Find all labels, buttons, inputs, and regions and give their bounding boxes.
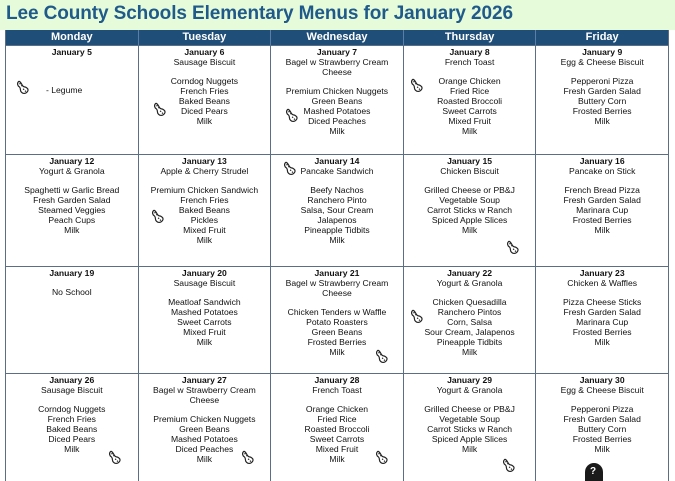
- menu-item: Spiced Apple Slices: [431, 215, 508, 225]
- spacer: [536, 395, 668, 404]
- menu-item: French Fries: [47, 414, 96, 424]
- menu-item: Orange Chicken: [438, 76, 501, 86]
- menu-item: Salsa, Sour Cream: [300, 205, 374, 215]
- day-date: January 21: [314, 268, 360, 278]
- menu-item: Milk: [329, 126, 345, 136]
- menu-item: Milk: [594, 116, 610, 126]
- menu-item: Fresh Garden Salad: [33, 195, 111, 205]
- day-date: January 6: [184, 47, 225, 57]
- menu-item: Cheese: [322, 288, 352, 298]
- menu-item: French Toast: [312, 385, 362, 395]
- weekday-header-wednesday: Wednesday: [271, 30, 404, 45]
- menu-item: Green Beans: [179, 424, 230, 434]
- menu-item: Fresh Garden Salad: [563, 195, 641, 205]
- menu-item: Chicken Biscuit: [440, 166, 499, 176]
- menu-item: Sweet Carrots: [309, 434, 365, 444]
- menu-item: Pineapple Tidbits: [436, 337, 503, 347]
- peanut-icon: [504, 236, 526, 258]
- day-cell: [139, 46, 272, 154]
- menu-item: Steamed Veggies: [38, 205, 106, 215]
- day-date: January 7: [316, 47, 358, 57]
- day-cell: [6, 374, 139, 481]
- peanut-icon: [500, 454, 522, 476]
- day-cell: [404, 46, 537, 154]
- day-date: January 15: [447, 156, 493, 166]
- menu-item: Diced Peaches: [175, 444, 234, 454]
- menu-item: French Toast: [444, 57, 495, 67]
- menu-item: Milk: [594, 337, 610, 347]
- menu-item: Sweet Carrots: [177, 317, 232, 327]
- peanut-icon: [408, 305, 430, 327]
- menu-item: Mixed Fruit: [448, 116, 491, 126]
- menu-item: Frosted Berries: [307, 337, 367, 347]
- menu-item: Milk: [461, 444, 478, 454]
- weekday-header-friday: Friday: [585, 31, 619, 43]
- day-date: January 29: [447, 375, 493, 385]
- menu-item: Fresh Garden Salad: [563, 307, 641, 317]
- help-badge-label: ?: [590, 466, 597, 477]
- menu-item: Frosted Berries: [572, 106, 632, 116]
- menu-item: Premium Chicken Sandwich: [150, 185, 259, 195]
- spacer: [536, 67, 668, 76]
- menu-item: Chicken & Waffles: [567, 278, 638, 288]
- menu-item: Pizza Cheese Sticks: [563, 297, 642, 307]
- spacer: [139, 176, 271, 185]
- day-date: January 12: [49, 156, 95, 166]
- day-cell: [139, 267, 272, 373]
- menu-item: Pancake Sandwich: [300, 166, 374, 176]
- spacer: [271, 395, 403, 404]
- menu-item: Corn, Salsa: [447, 317, 493, 327]
- menu-item: Pepperoni Pizza: [570, 76, 634, 86]
- spacer: [404, 176, 536, 185]
- spacer: [139, 405, 271, 414]
- menu-item: Pickles: [190, 215, 218, 225]
- menu-item: Yogurt & Granola: [38, 166, 105, 176]
- menu-item: Orange Chicken: [305, 404, 369, 414]
- menu-item: Sausage Biscuit: [173, 57, 236, 67]
- week-row: [6, 45, 668, 154]
- peanut-icon: [149, 205, 171, 227]
- menu-item: Spiced Apple Slices: [431, 434, 508, 444]
- week-row: [6, 373, 668, 481]
- menu-item: Baked Beans: [46, 424, 98, 434]
- menu-item: Diced Pears: [48, 434, 96, 444]
- menu-item: Milk: [594, 225, 610, 235]
- menu-item: Milk: [461, 126, 478, 136]
- weekday-header-monday: Monday: [6, 30, 139, 45]
- spacer: [404, 395, 536, 404]
- weekday-header-thursday: Thursday: [404, 30, 537, 45]
- menu-item: Carrot Sticks w Ranch: [427, 424, 513, 434]
- menu-item: Grilled Cheese or PB&J: [424, 404, 515, 414]
- spacer: [404, 288, 536, 297]
- menu-item: Mixed Fruit: [183, 225, 226, 235]
- menu-item: Cheese: [322, 67, 352, 77]
- menu-item: Yogurt & Granola: [436, 385, 503, 395]
- day-cell: [271, 155, 404, 266]
- day-cell: [139, 155, 272, 266]
- day-date: January 23: [579, 268, 625, 278]
- menu-item: Jalapenos: [317, 215, 357, 225]
- menu-item: Egg & Cheese Biscuit: [560, 385, 644, 395]
- peanut-icon: [408, 74, 430, 96]
- peanut-icon: [239, 446, 261, 468]
- menu-item: Carrot Sticks w Ranch: [427, 205, 513, 215]
- spacer: [536, 176, 668, 185]
- menu-item: Sausage Biscuit: [40, 385, 103, 395]
- weekday-header-tuesday: Tuesday: [139, 30, 272, 45]
- menu-item: Beefy Nachos: [310, 185, 364, 195]
- menu-item: Cheese: [189, 395, 220, 405]
- menu-item: Diced Pears: [180, 106, 228, 116]
- menu-calendar-grid: [5, 30, 669, 481]
- day-date: January 8: [449, 47, 490, 57]
- spacer: [271, 77, 403, 86]
- spacer: [139, 67, 271, 76]
- day-date: January 30: [579, 375, 625, 385]
- menu-item: Sour Cream, Jalapenos: [424, 327, 515, 337]
- menu-item: Fried Rice: [449, 86, 490, 96]
- menu-item: Sweet Carrots: [442, 106, 497, 116]
- menu-item: Bagel w Strawberry Cream: [285, 278, 389, 288]
- menu-item: Bagel w Strawberry Cream: [285, 57, 389, 67]
- menu-item: Frosted Berries: [572, 215, 632, 225]
- day-cell: [404, 267, 537, 373]
- peanut-icon: [373, 345, 395, 367]
- menu-item: Roasted Broccoli: [304, 424, 370, 434]
- menu-item: Milk: [196, 337, 213, 347]
- menu-item: Milk: [64, 225, 80, 235]
- menu-item: Pepperoni Pizza: [570, 404, 634, 414]
- menu-item: Milk: [64, 444, 80, 454]
- menu-item: Milk: [196, 454, 213, 464]
- menu-item: Mixed Fruit: [183, 327, 226, 337]
- help-badge[interactable]: [585, 463, 603, 481]
- menu-item: Pancake on Stick: [568, 166, 636, 176]
- menu-item: Frosted Berries: [572, 327, 632, 337]
- day-cell: [536, 374, 668, 481]
- menu-item: French Bread Pizza: [564, 185, 640, 195]
- menu-item: Diced Peaches: [308, 116, 366, 126]
- menu-item: Buttery Corn: [578, 424, 627, 434]
- spacer: [6, 395, 138, 404]
- page-title: Lee County Schools Elementary Menus for January 2026: [6, 3, 513, 24]
- menu-item: Marinara Cup: [576, 317, 629, 327]
- menu-item: No School: [51, 287, 92, 297]
- menu-item: Marinara Cup: [576, 205, 629, 215]
- menu-item: Milk: [329, 347, 345, 357]
- spacer: [536, 288, 668, 297]
- menu-item: Egg & Cheese Biscuit: [560, 57, 644, 67]
- menu-item: Ranchero Pinto: [307, 195, 367, 205]
- menu-item: French Fries: [180, 86, 229, 96]
- day-date: January 13: [181, 156, 227, 166]
- peanut-icon: [151, 98, 173, 120]
- menu-item: Milk: [594, 444, 610, 454]
- menu-item: Mashed Potatoes: [170, 307, 238, 317]
- day-cell: [404, 374, 537, 481]
- spacer: [139, 288, 271, 297]
- week-row: [6, 266, 668, 373]
- day-cell: [139, 374, 272, 481]
- day-date: January 27: [181, 375, 227, 385]
- day-date: January 16: [579, 156, 625, 166]
- menu-item: Buttery Corn: [578, 96, 627, 106]
- menu-item: Chicken Tenders w Waffle: [287, 307, 387, 317]
- peanut-icon: [14, 76, 36, 98]
- menu-item: Apple & Cherry Strudel: [160, 166, 249, 176]
- day-cell: [536, 267, 668, 373]
- menu-item: Potato Roasters: [306, 317, 368, 327]
- menu-item: Bagel w Strawberry Cream: [153, 385, 256, 395]
- spacer: [271, 298, 403, 307]
- menu-item: Fresh Garden Salad: [563, 414, 641, 424]
- menu-item: Grilled Cheese or PB&J: [424, 185, 515, 195]
- menu-item: Mixed Fruit: [315, 444, 359, 454]
- day-cell: [271, 46, 404, 154]
- menu-item: Milk: [461, 347, 478, 357]
- legume-legend-label: - Legume: [46, 85, 83, 95]
- menu-item: Roasted Broccoli: [437, 96, 503, 106]
- day-date: January 5: [51, 47, 92, 57]
- day-cell: [271, 374, 404, 481]
- menu-item: Ranchero Pintos: [437, 307, 502, 317]
- menu-item: Baked Beans: [178, 96, 230, 106]
- menu-item: Premium Chicken Nuggets: [285, 86, 389, 96]
- peanut-icon: [283, 104, 305, 126]
- menu-item: Corndog Nuggets: [38, 404, 106, 414]
- day-cell: [6, 46, 139, 154]
- day-date: January 20: [181, 268, 227, 278]
- menu-item: Green Beans: [311, 327, 363, 337]
- weekday-header-row: [6, 30, 668, 45]
- menu-item: Pineapple Tidbits: [304, 225, 370, 235]
- day-date: January 14: [314, 156, 360, 166]
- peanut-icon: [373, 446, 395, 468]
- day-cell: [6, 155, 139, 266]
- menu-item: Baked Beans: [178, 205, 230, 215]
- day-date: January 26: [49, 375, 95, 385]
- day-date: January 19: [49, 268, 95, 278]
- menu-item: Corndog Nuggets: [170, 76, 239, 86]
- menu-item: Fried Rice: [317, 414, 357, 424]
- menu-item: Mashed Potatoes: [303, 106, 371, 116]
- menu-item: Mashed Potatoes: [170, 434, 238, 444]
- menu-item: Yogurt & Granola: [436, 278, 503, 288]
- day-date: January 22: [447, 268, 493, 278]
- day-cell: [271, 267, 404, 373]
- menu-item: Milk: [329, 454, 345, 464]
- day-cell: [404, 155, 537, 266]
- menu-item: Spaghetti w Garlic Bread: [24, 185, 120, 195]
- menu-item: Chicken Quesadilla: [432, 297, 507, 307]
- menu-item: Vegetable Soup: [439, 414, 500, 424]
- day-date: January 9: [582, 47, 623, 57]
- menu-item: Meatloaf Sandwich: [168, 297, 241, 307]
- day-cell: [536, 155, 668, 266]
- menu-item: Fresh Garden Salad: [563, 86, 641, 96]
- menu-item: Milk: [196, 116, 213, 126]
- day-cell: [536, 46, 668, 154]
- menu-item: Frosted Berries: [572, 434, 632, 444]
- peanut-icon: [281, 157, 303, 179]
- spacer: [6, 278, 138, 287]
- menu-item: Sausage Biscuit: [173, 278, 236, 288]
- day-date: January 28: [314, 375, 360, 385]
- menu-item: Milk: [461, 225, 478, 235]
- menu-item: French Fries: [180, 195, 229, 205]
- menu-item: Green Beans: [311, 96, 363, 106]
- spacer: [6, 176, 138, 185]
- peanut-icon: [106, 446, 128, 468]
- menu-item: Milk: [329, 235, 345, 245]
- week-row: [6, 154, 668, 266]
- menu-item: Vegetable Soup: [439, 195, 500, 205]
- menu-item: Milk: [196, 235, 213, 245]
- menu-item: Premium Chicken Nuggets: [153, 414, 256, 424]
- menu-item: Peach Cups: [48, 215, 96, 225]
- day-cell: [6, 267, 139, 373]
